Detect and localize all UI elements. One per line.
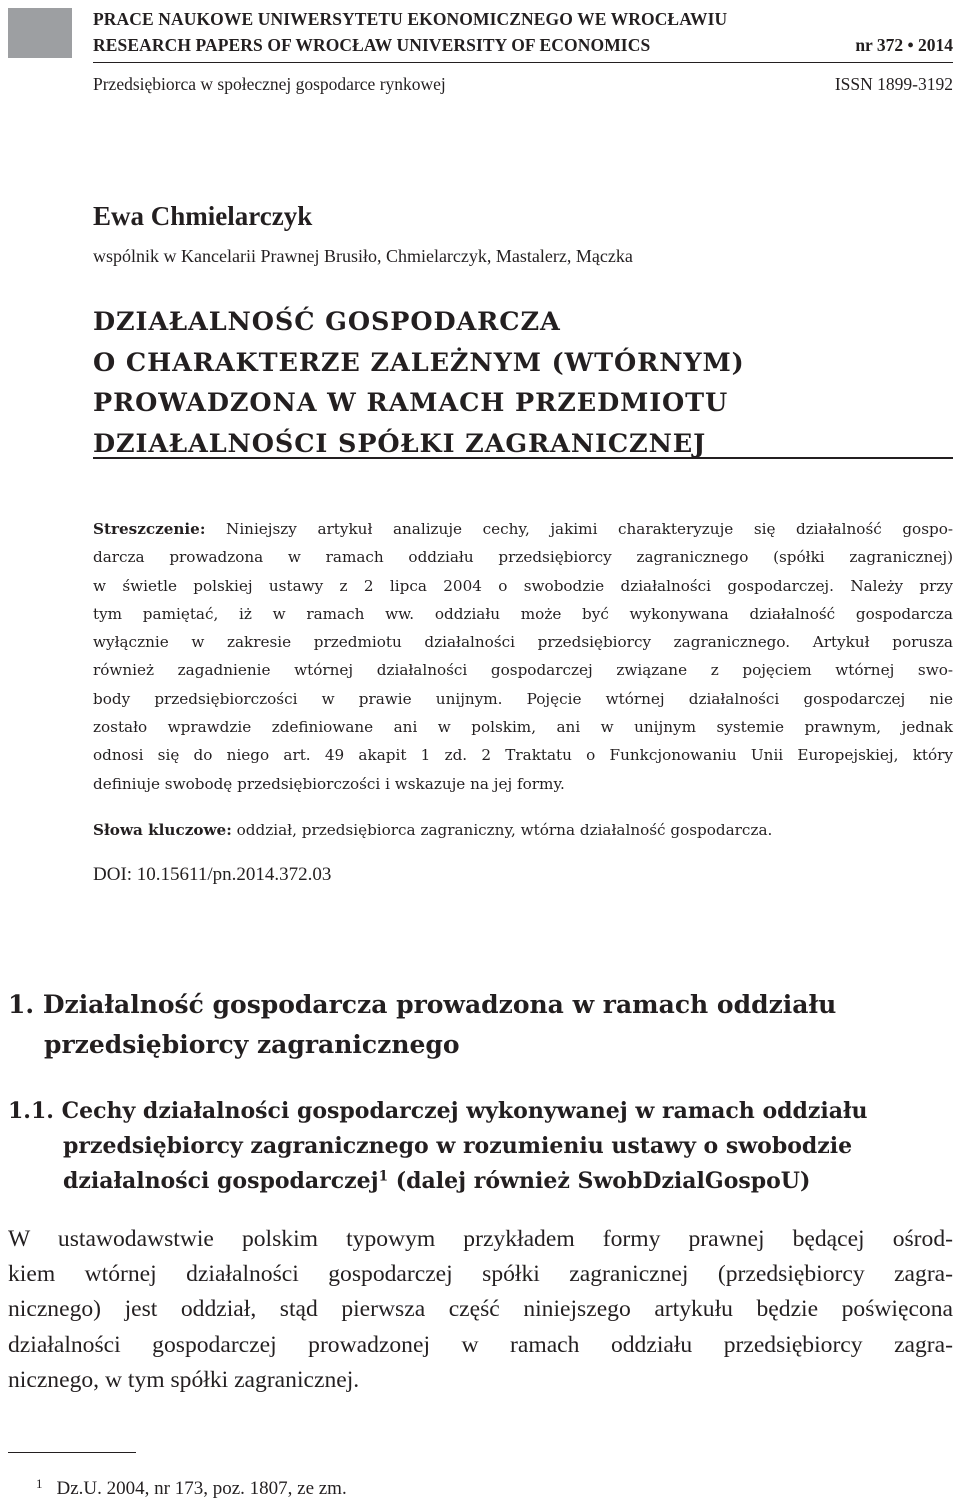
section-heading-1	[8, 985, 953, 1065]
title-line: DZIAŁALNOŚĆ GOSPODARCZA	[93, 307, 561, 337]
issn: ISSN 1899-3192	[834, 74, 953, 94]
abstract-line: darcza prowadzona w ramach oddziału przedsiębiorcy zagranicznego (spółki zagranicznej)	[93, 548, 953, 567]
body-line: nicznego, w tym spółki zagranicznej.	[8, 1366, 360, 1393]
keywords	[93, 816, 953, 844]
title-line: DZIAŁALNOŚCI SPÓŁKI ZAGRANICZNEJ	[93, 428, 707, 459]
section-title-line: Działalność gospodarcza prowadzona w ramach oddziału	[34, 990, 837, 1019]
title-line: PROWADZONA W RAMACH PRZEDMIOTU	[93, 388, 729, 418]
abstract-line: tym pamiętać, iż w ramach ww. oddziału może być wykonywana działalność gospodarcza	[93, 604, 953, 623]
journal-name-english: RESEARCH PAPERS OF WROCŁAW UNIVERSITY OF ECONOMICS	[93, 35, 651, 55]
issue-number: nr 372 • 2014	[855, 35, 953, 55]
section-title-line: (dalej również SwobDzialGospoU)	[388, 1168, 811, 1194]
body-line: W ustawodawstwie polskim typowym przykładem formy prawnej będącej ośrod-	[8, 1226, 953, 1252]
abstract-line: zostało wprawdzie zdefiniowane ani w polskim, ani w unijnym systemie prawnym, jednak	[93, 718, 953, 737]
section-number: 1.	[8, 990, 35, 1019]
keywords-label: Słowa kluczowe:	[93, 821, 232, 839]
body-paragraph	[8, 1222, 953, 1398]
footnote-mark: 1	[36, 1476, 43, 1491]
section-title-line: działalności gospodarczej	[63, 1168, 379, 1194]
body-line: kiem wtórnej działalności gospodarczej spółki zagranicznej (przedsiębiorcy zagra-	[8, 1261, 953, 1288]
abstract-label: Streszczenie:	[93, 520, 206, 538]
abstract-line: definiuje swobodę przedsiębiorczości i wskazuje na jej formy.	[93, 774, 565, 793]
body-line: nicznego) jest oddział, stąd pierwsza część niniejszego artykułu będzie poświęcona	[8, 1296, 953, 1323]
footnote-reference[interactable]: 1	[378, 1168, 389, 1185]
body-line: działalności gospodarczej prowadzonej w ramach oddziału przedsiębiorcy zagra-	[8, 1331, 953, 1358]
section-number: 1.1.	[8, 1098, 54, 1124]
section-title-line: przedsiębiorcy zagranicznego w rozumieniu ustawy o swobodzie	[63, 1133, 853, 1159]
title-divider	[93, 457, 953, 459]
journal-name-polish: PRACE NAUKOWE UNIWERSYTETU EKONOMICZNEGO WE WROCŁAWIU	[93, 9, 728, 29]
doi: DOI: 10.15611/pn.2014.372.03	[93, 864, 332, 885]
footnote-divider	[8, 1452, 136, 1453]
title-line: O CHARAKTERZE ZALEŻNYM (WTÓRNYM)	[93, 347, 745, 378]
abstract-text: Niniejszy artykuł analizuje cechy, jakimi charakteryzuje się działalność gospo-	[205, 520, 953, 538]
series-title: Przedsiębiorca w społecznej gospodarce rynkowej	[93, 74, 446, 94]
footnote-text: Dz.U. 2004, nr 173, poz. 1807, ze zm.	[56, 1478, 347, 1499]
section-title-line: przedsiębiorcy zagranicznego	[44, 1030, 460, 1059]
section-heading-1-1	[8, 1094, 953, 1199]
abstract-line: również zagadnienie wtórnej działalności gospodarczej związane z pojęciem wtórnej swo-	[93, 661, 953, 680]
author-affiliation: wspólnik w Kancelarii Prawnej Brusiło, Chmielarczyk, Mastalerz, Mączka	[93, 246, 633, 266]
article-title	[93, 302, 953, 464]
journal-logo-block	[8, 8, 72, 58]
section-title-line: Cechy działalności gospodarczej wykonywanej w ramach oddziału	[53, 1098, 868, 1124]
keywords-text: oddział, przedsiębiorca zagraniczny, wtórna działalność gospodarcza.	[231, 821, 773, 839]
abstract	[93, 515, 953, 798]
abstract-line: odnosi się do niego art. 49 akapit 1 zd. 2 Traktatu o Funkcjonowaniu Unii Europejskiej, który	[93, 746, 953, 765]
header-divider	[93, 62, 953, 63]
abstract-line: w świetle polskiej ustawy z 2 lipca 2004 o swobodzie działalności gospodarczej. Należy przy	[93, 576, 953, 595]
abstract-line: body przedsiębiorczości w prawie unijnym. Pojęcie wtórnej działalności gospodarczej nie	[93, 689, 953, 708]
footnote	[36, 1471, 347, 1502]
author-name: Ewa Chmielarczyk	[93, 201, 313, 231]
abstract-line	[93, 515, 953, 543]
abstract-line: wyłącznie w zakresie przedmiotu działalności przedsiębiorcy zagranicznego. Artykuł porusza	[93, 633, 953, 652]
